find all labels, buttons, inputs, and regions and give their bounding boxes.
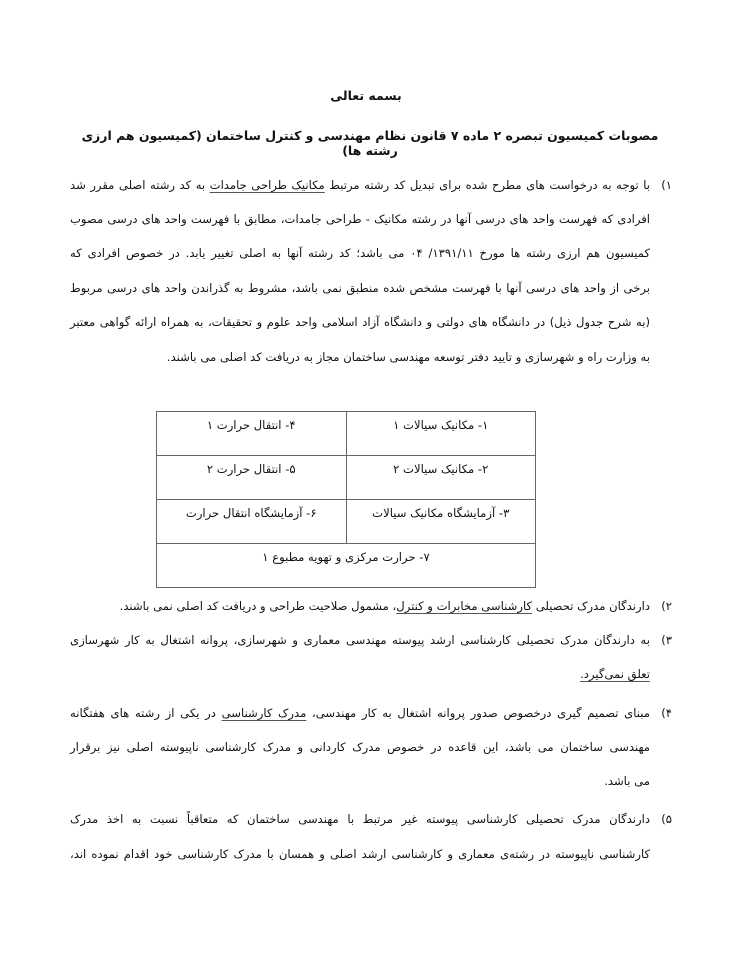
table-row xyxy=(157,500,536,544)
table-cell: ۱- مکانیک سیالات ۱ xyxy=(346,412,536,456)
item-5-line-1: دارندگان مدرک تحصیلی کارشناسی پیوسته غیر مرتبط با مهندسی ساختمان که متعاقباً نسبت به اخذ مدرک xyxy=(70,812,650,826)
table-cell: ۴- انتقال حرارت ۱ xyxy=(157,412,347,456)
underlined-term: مکانیک طراحی جامدات xyxy=(209,178,325,192)
item-1-line-3: کمیسیون هم ارزی رشته ها مورخ ۱۳۹۱/۱۱/ ۰۴ می باشد؛ کد رشته آنها به اصلی تغییر یابد. در خصوص افرادی که xyxy=(70,246,651,260)
item-5-number: ۵) xyxy=(661,812,672,826)
text-segment: به کد رشته اصلی مقرر شد xyxy=(70,178,210,192)
course-table xyxy=(156,411,536,588)
document-heading: بسمه تعالی xyxy=(330,88,402,103)
document-title: مصوبات کمیسیون تبصره ۲ ماده ۷ قانون نظام مهندسی و کنترل ساختمان (کمیسیون هم ارزی رشته ها) xyxy=(81,128,659,158)
table-row xyxy=(157,544,536,588)
underlined-term: کارشناسی مخابرات و کنترل xyxy=(396,599,533,613)
item-1-number: ۱) xyxy=(661,178,672,192)
item-3-line-2 xyxy=(580,666,650,682)
table-row xyxy=(157,456,536,500)
table-cell: ۷- حرارت مرکزی و تهویه مطبوع ۱ xyxy=(157,544,536,588)
text-segment: ، مشمول صلاحیت طراحی و دریافت کد اصلی نمی باشند. xyxy=(119,599,397,613)
item-4-number: ۴) xyxy=(661,706,672,720)
text-segment: مبنای تصمیم گیری درخصوص صدور پروانه اشتغال به کار مهندسی، xyxy=(306,706,651,720)
item-3-line-1: به دارندگان مدرک تحصیلی کارشناسی ارشد پیوسته مهندسی معماری و شهرسازی، پروانه اشتغال به کار شهرسازی xyxy=(70,633,650,647)
item-1-line-6: به وزارت راه و شهرسازی و تایید دفتر توسعه مهندسی ساختمان مجاز به دریافت کد اصلی می باشند. xyxy=(166,350,650,364)
item-2-line-1 xyxy=(120,598,650,614)
item-1-line-2: افرادی که فهرست واحد های درسی آنها در رشته مکانیک - طراحی جامدات، مطابق با فهرست واحد های درسی مصوب xyxy=(70,212,650,226)
item-3-number: ۳) xyxy=(661,633,672,647)
item-1-line-1 xyxy=(70,177,650,193)
table-row xyxy=(157,412,536,456)
table-cell: ۵- انتقال حرارت ۲ xyxy=(157,456,347,500)
item-4-line-2: مهندسی ساختمان می باشد، این قاعده در خصوص مدرک کاردانی و مدرک کارشناسی ناپیوسته اصلی نیز برقرار xyxy=(70,740,650,754)
table-cell: ۳- آزمایشگاه مکانیک سیالات xyxy=(346,500,536,544)
item-2-number: ۲) xyxy=(661,599,672,613)
item-1-line-4: برخی از واحد های درسی آنها با فهرست مشخص شده منطبق نمی باشد، مشروط به گذراندن واحد های درسی مربوط xyxy=(70,281,650,295)
item-4-line-3: می باشد. xyxy=(604,774,650,788)
text-segment: دارندگان مدرک تحصیلی xyxy=(532,599,650,613)
underlined-term: تعلق نمی‌گیرد. xyxy=(580,667,650,681)
underlined-term: مدرک کارشناسی xyxy=(221,706,307,720)
item-1-line-5: (به شرح جدول ذیل) در دانشگاه های دولتی و دانشگاه آزاد اسلامی واحد علوم و تحقیقات، به همراه ارائه گواهی معتبر xyxy=(70,315,650,329)
text-segment: با توجه به درخواست های مطرح شده برای تبدیل کد رشته مرتبط xyxy=(324,178,650,192)
item-5-line-2: کارشناسی ناپیوسته در رشته‌ی معماری و کارشناسی ارشد اصلی و همسان با مدرک کارشناسی خود اقدام نموده اند، xyxy=(70,847,650,861)
item-4-line-1 xyxy=(70,705,650,721)
table-cell: ۲- مکانیک سیالات ۲ xyxy=(346,456,536,500)
table-cell: ۶- آزمایشگاه انتقال حرارت xyxy=(157,500,347,544)
text-segment: در یکی از رشته های هفتگانه xyxy=(70,706,222,720)
